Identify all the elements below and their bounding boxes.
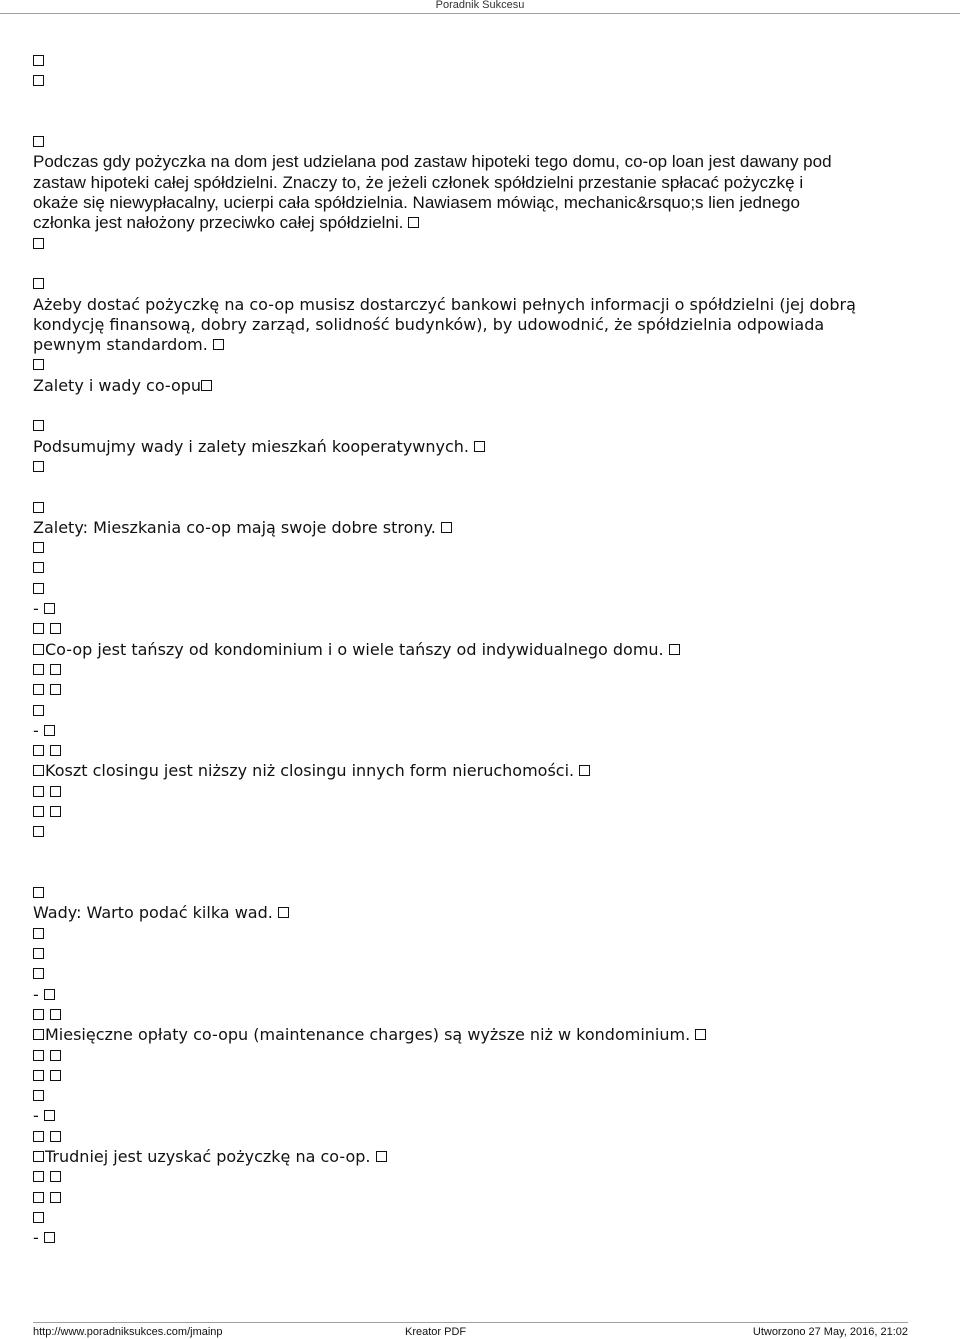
glyph-line xyxy=(33,924,938,944)
missing-glyph-icon xyxy=(33,806,44,817)
glyph-line xyxy=(33,1046,938,1066)
missing-glyph-icon xyxy=(33,765,44,776)
missing-glyph-icon xyxy=(33,786,44,797)
paragraph-text: członka jest nałożony przeciwko całej spółdzielni. xyxy=(33,213,404,233)
missing-glyph-icon xyxy=(33,1171,44,1182)
missing-glyph-icon xyxy=(44,1232,55,1243)
paragraph-line xyxy=(33,437,938,457)
missing-glyph-icon xyxy=(33,562,44,573)
missing-glyph-icon xyxy=(44,1110,55,1121)
glyph-line xyxy=(33,132,938,152)
missing-glyph-icon xyxy=(278,907,289,918)
spacer xyxy=(33,92,938,112)
missing-glyph-icon xyxy=(201,380,212,391)
paragraph-line xyxy=(33,518,938,538)
missing-glyph-icon xyxy=(50,623,61,634)
list-item xyxy=(33,640,938,660)
spacer xyxy=(33,112,938,132)
footer-url-link[interactable]: http://www.poradniksukces.com/jmainp xyxy=(33,1326,223,1338)
missing-glyph-icon xyxy=(695,1029,706,1040)
page-footer xyxy=(33,1322,908,1339)
missing-glyph-icon xyxy=(50,1050,61,1061)
missing-glyph-icon xyxy=(50,1009,61,1020)
missing-glyph-icon xyxy=(33,684,44,695)
missing-glyph-icon xyxy=(408,217,419,228)
missing-glyph-icon xyxy=(50,745,61,756)
list-dash-line xyxy=(33,1106,938,1126)
paragraph-text: Zalety: Mieszkania co-op mają swoje dobre strony. xyxy=(33,517,436,537)
glyph-line xyxy=(33,782,938,802)
missing-glyph-icon xyxy=(33,1009,44,1020)
list-dash-line xyxy=(33,721,938,741)
list-dash-line xyxy=(33,1228,938,1248)
list-dash: - xyxy=(33,1106,39,1126)
glyph-line xyxy=(33,802,938,822)
document-body xyxy=(33,51,938,1249)
list-dash: - xyxy=(33,720,39,740)
glyph-line xyxy=(33,558,938,578)
missing-glyph-icon xyxy=(33,1070,44,1081)
glyph-line xyxy=(33,416,938,436)
list-dash-line xyxy=(33,599,938,619)
missing-glyph-icon xyxy=(33,583,44,594)
missing-glyph-icon xyxy=(50,1192,61,1203)
missing-glyph-icon xyxy=(50,806,61,817)
missing-glyph-icon xyxy=(33,420,44,431)
missing-glyph-icon xyxy=(33,928,44,939)
missing-glyph-icon xyxy=(33,55,44,66)
glyph-line xyxy=(33,234,938,254)
missing-glyph-icon xyxy=(33,1029,44,1040)
missing-glyph-icon xyxy=(33,502,44,513)
spacer xyxy=(33,843,938,863)
missing-glyph-icon xyxy=(33,623,44,634)
glyph-line xyxy=(33,1066,938,1086)
paragraph-line: Ażeby dostać pożyczkę na co-op musisz dostarczyć bankowi pełnych informacji o spółdzielni (jej dobrą xyxy=(33,294,856,314)
missing-glyph-icon xyxy=(33,887,44,898)
missing-glyph-icon xyxy=(50,684,61,695)
list-item xyxy=(33,1147,938,1167)
missing-glyph-icon xyxy=(33,1192,44,1203)
missing-glyph-icon xyxy=(33,1131,44,1142)
missing-glyph-icon xyxy=(441,522,452,533)
missing-glyph-icon xyxy=(50,1171,61,1182)
missing-glyph-icon xyxy=(33,644,44,655)
paragraph-line xyxy=(33,903,938,923)
spacer xyxy=(33,863,938,883)
glyph-line xyxy=(33,1005,938,1025)
missing-glyph-icon xyxy=(33,1212,44,1223)
spacer xyxy=(33,477,938,497)
missing-glyph-icon xyxy=(33,948,44,959)
glyph-line xyxy=(33,1167,938,1187)
missing-glyph-icon xyxy=(33,968,44,979)
glyph-line xyxy=(33,1208,938,1228)
missing-glyph-icon xyxy=(474,441,485,452)
missing-glyph-icon xyxy=(33,461,44,472)
missing-glyph-icon xyxy=(33,359,44,370)
section-heading xyxy=(33,376,938,396)
glyph-line xyxy=(33,51,938,71)
list-dash-line xyxy=(33,985,938,1005)
glyph-line xyxy=(33,1188,938,1208)
glyph-line xyxy=(33,71,938,91)
missing-glyph-icon xyxy=(44,603,55,614)
missing-glyph-icon xyxy=(50,786,61,797)
missing-glyph-icon xyxy=(33,1090,44,1101)
glyph-line xyxy=(33,1127,938,1147)
missing-glyph-icon xyxy=(44,725,55,736)
missing-glyph-icon xyxy=(33,664,44,675)
glyph-line xyxy=(33,822,938,842)
glyph-line xyxy=(33,274,938,294)
missing-glyph-icon xyxy=(579,765,590,776)
glyph-line xyxy=(33,619,938,639)
missing-glyph-icon xyxy=(669,644,680,655)
glyph-line xyxy=(33,579,938,599)
spacer xyxy=(33,254,938,274)
list-item-text: Trudniej jest uzyskać pożyczkę na co-op. xyxy=(45,1147,371,1167)
glyph-line xyxy=(33,883,938,903)
glyph-line xyxy=(33,355,938,375)
list-item xyxy=(33,761,938,781)
paragraph-line: Podczas gdy pożyczka na dom jest udzielana pod zastaw hipoteki tego domu, co-op loan jest dawany pod xyxy=(33,152,832,172)
glyph-line xyxy=(33,457,938,477)
glyph-line xyxy=(33,1086,938,1106)
paragraph-line: zastaw hipoteki całej spółdzielni. Znaczy to, że jeżeli członek spółdzielni przestanie spłacać pożyczkę i xyxy=(33,172,804,192)
list-item-text: Co-op jest tańszy od kondominium i o wiele tańszy od indywidualnego domu. xyxy=(45,639,664,659)
spacer xyxy=(33,396,938,416)
paragraph-text: Podsumujmy wady i zalety mieszkań kooperatywnych. xyxy=(33,436,470,456)
missing-glyph-icon xyxy=(33,826,44,837)
missing-glyph-icon xyxy=(213,339,224,350)
paragraph-line xyxy=(33,335,938,355)
glyph-line xyxy=(33,701,938,721)
footer-generator: Kreator PDF xyxy=(405,1326,467,1338)
missing-glyph-icon xyxy=(33,136,44,147)
glyph-line xyxy=(33,944,938,964)
missing-glyph-icon xyxy=(33,1151,44,1162)
list-item-text: Miesięczne opłaty co-opu (maintenance charges) są wyższe niż w kondominium. xyxy=(45,1025,691,1045)
paragraph-text: pewnym standardom. xyxy=(33,335,208,355)
paragraph-line: kondycję finansową, dobry zarząd, solidność budynków), by udowodnić, że spółdzielnia odpowiada xyxy=(33,314,825,334)
page-header xyxy=(0,0,960,14)
paragraph-text: Wady: Warto podać kilka wad. xyxy=(33,903,273,923)
glyph-line xyxy=(33,680,938,700)
missing-glyph-icon xyxy=(50,664,61,675)
glyph-line xyxy=(33,538,938,558)
missing-glyph-icon xyxy=(50,1070,61,1081)
glyph-line xyxy=(33,498,938,518)
list-dash: - xyxy=(33,984,39,1004)
list-dash: - xyxy=(33,1228,39,1248)
glyph-line xyxy=(33,741,938,761)
list-item xyxy=(33,1025,938,1045)
paragraph-line xyxy=(33,213,938,233)
missing-glyph-icon xyxy=(33,1050,44,1061)
paragraph-line: okaże się niewypłacalny, ucierpi cała spółdzielnia. Nawiasem mówiąc, mechanic&rsquo;s lien jednego xyxy=(33,193,800,213)
glyph-line xyxy=(33,660,938,680)
missing-glyph-icon xyxy=(33,238,44,249)
missing-glyph-icon xyxy=(33,542,44,553)
header-title: Poradnik Sukcesu xyxy=(435,0,525,11)
list-item-text: Koszt closingu jest niższy niż closingu innych form nieruchomości. xyxy=(45,761,575,781)
missing-glyph-icon xyxy=(50,1131,61,1142)
missing-glyph-icon xyxy=(33,745,44,756)
glyph-line xyxy=(33,964,938,984)
list-dash: - xyxy=(33,599,39,619)
footer-created-date: Utworzono 27 May, 2016, 21:02 xyxy=(752,1326,908,1338)
missing-glyph-icon xyxy=(33,278,44,289)
missing-glyph-icon xyxy=(33,75,44,86)
missing-glyph-icon xyxy=(44,989,55,1000)
heading-text: Zalety i wady co-opu xyxy=(33,375,202,395)
missing-glyph-icon xyxy=(376,1151,387,1162)
missing-glyph-icon xyxy=(33,705,44,716)
